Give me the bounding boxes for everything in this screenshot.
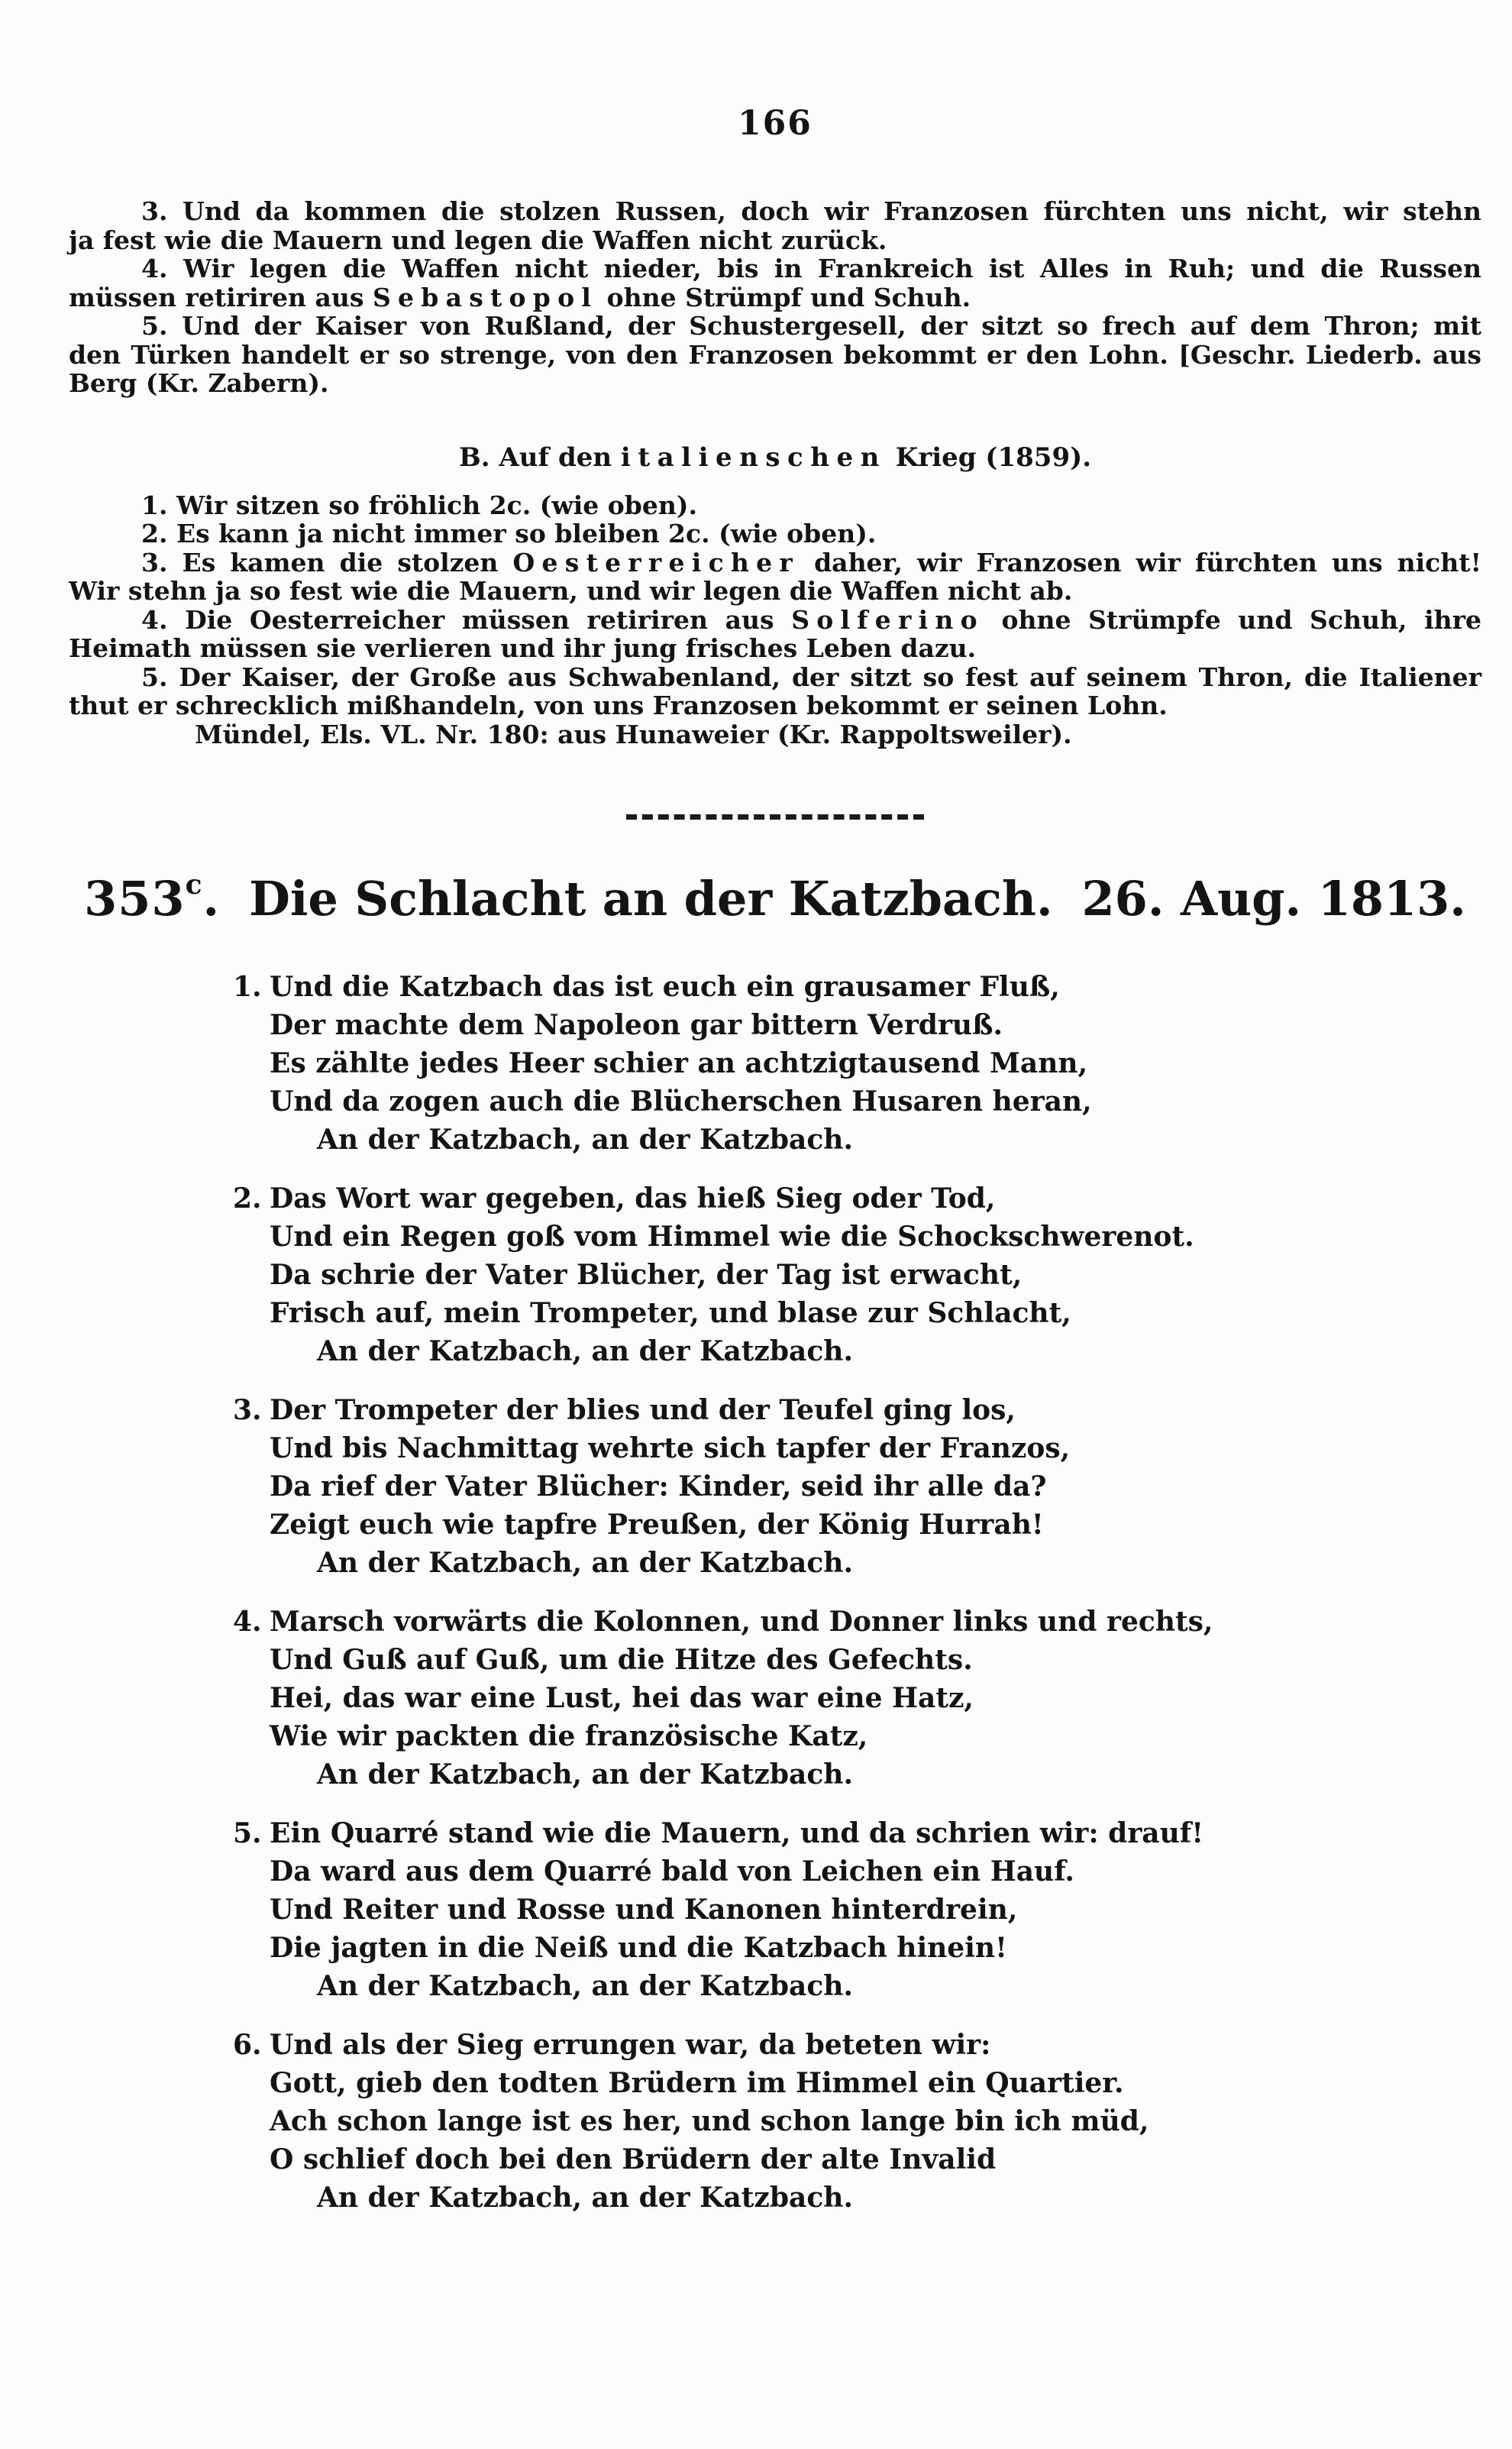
section-b-list bbox=[69, 491, 1481, 749]
verse-line: Und Reiter und Rosse und Kanonen hinterdrein, bbox=[270, 1894, 1018, 1927]
song-title: Die Schlacht an der Katzbach. bbox=[249, 871, 1053, 927]
list-item: 5. Der Kaiser, der Große aus Schwabenland, der sitzt so fest auf seinem Thron, die Italiener bbox=[141, 662, 1481, 692]
verse-refrain: An der Katzbach, an der Katzbach. bbox=[317, 2182, 853, 2214]
verse-number: 4. bbox=[233, 1606, 262, 1639]
verse-line-text: Und die Katzbach das ist euch ein grausamer Fluß, bbox=[270, 971, 1060, 1004]
song-number-dot: . bbox=[202, 871, 221, 927]
verse-refrain: An der Katzbach, an der Katzbach. bbox=[317, 1970, 853, 2003]
verse-line bbox=[233, 1814, 1481, 1852]
verse-number: 2. bbox=[233, 1182, 262, 1215]
verse-line: Ach schon lange ist es her, und schon lange bin ich müd, bbox=[270, 2105, 1149, 2138]
verse-line bbox=[233, 1391, 1481, 1429]
intro-line: 4. Wir legen die Waffen nicht nieder, bis in Frankreich ist Alles in Ruh; und die Russen bbox=[141, 254, 1481, 283]
verse-line: Der machte dem Napoleon gar bittern Verdruß. bbox=[270, 1009, 1003, 1042]
place-name-spaced: Sebastopol bbox=[372, 282, 599, 312]
place-name-spaced: Solferino bbox=[791, 604, 984, 635]
intro-line bbox=[69, 283, 1481, 312]
list-item: Wir stehn ja so fest wie die Mauern, und wir legen die Waffen nicht ab. bbox=[69, 576, 1073, 606]
song-number bbox=[84, 871, 220, 927]
verse-line bbox=[233, 2026, 1481, 2064]
source-citation: Mündel, Els. VL. Nr. 180: aus Hunaweier (Kr. Rappoltsweiler). bbox=[195, 719, 1072, 749]
verse-2 bbox=[233, 1179, 1481, 1370]
heading-spaced-word: italienschen bbox=[620, 442, 887, 473]
verse-line bbox=[233, 1603, 1481, 1641]
song-verses bbox=[233, 968, 1481, 2217]
song-heading bbox=[69, 870, 1481, 925]
verse-number: 1. bbox=[233, 971, 262, 1004]
verse-line-text: Ein Quarré stand wie die Mauern, und da schrien wir: drauf! bbox=[270, 1817, 1204, 1850]
verse-line: Es zählte jedes Heer schier an achtzigtausend Mann, bbox=[270, 1047, 1088, 1080]
verse-line: Da ward aus dem Quarré bald von Leichen ein Hauf. bbox=[270, 1855, 1074, 1888]
verse-line: Und Guß auf Guß, um die Hitze des Gefechts. bbox=[270, 1644, 973, 1677]
list-item-text: daher, wir Franzosen wir fürchten uns nicht! bbox=[814, 547, 1481, 577]
verse-line bbox=[233, 1179, 1481, 1218]
song-date: 26. Aug. 1813. bbox=[1081, 871, 1466, 927]
verse-number: 3. bbox=[233, 1394, 262, 1427]
list-item: 2. Es kann ja nicht immer so bleiben 2c. (wie oben). bbox=[141, 519, 877, 548]
list-item bbox=[69, 606, 1481, 635]
verse-line: Gott, gieb den todten Brüdern im Himmel ein Quartier. bbox=[270, 2067, 1124, 2100]
verse-line: Die jagten in die Neiß und die Katzbach hinein! bbox=[270, 1932, 1007, 1965]
verse-refrain: An der Katzbach, an der Katzbach. bbox=[317, 1758, 853, 1791]
intro-line: 3. Und da kommen die stolzen Russen, doch wir Franzosen fürchten uns nicht, wir stehn bbox=[141, 196, 1481, 226]
section-b-heading bbox=[69, 442, 1481, 473]
verse-refrain: An der Katzbach, an der Katzbach. bbox=[317, 1335, 853, 1368]
verse-4 bbox=[233, 1603, 1481, 1794]
list-item-text: 4. Die Oesterreicher müssen retiriren aus bbox=[141, 604, 774, 635]
list-item bbox=[69, 548, 1481, 577]
heading-text: Krieg (1859). bbox=[895, 442, 1092, 473]
page-number: 166 bbox=[738, 104, 813, 143]
list-item: Heimath müssen sie verlieren und ihr jung frisches Leben dazu. bbox=[69, 633, 977, 663]
verse-line-text: Und als der Sieg errungen war, da beteten wir: bbox=[270, 2029, 991, 2062]
verse-1 bbox=[233, 968, 1481, 1159]
verse-line: Und bis Nachmittag wehrte sich tapfer der Franzos, bbox=[270, 1432, 1071, 1465]
verse-line: Und ein Regen goß vom Himmel wie die Schockschwerenot. bbox=[270, 1221, 1194, 1254]
song-number-superscript: c bbox=[185, 869, 203, 901]
list-item: thut er schrecklich mißhandeln, von uns Franzosen bekommt er seinen Lohn. bbox=[69, 691, 1168, 720]
intro-section bbox=[69, 197, 1481, 398]
list-item-spaced-word: Oesterreicher bbox=[512, 547, 800, 577]
list-item-text: ohne Strümpfe und Schuh, ihre bbox=[1001, 604, 1481, 635]
verse-refrain: An der Katzbach, an der Katzbach. bbox=[317, 1547, 853, 1580]
intro-line-text: ohne Strümpf und Schuh. bbox=[606, 282, 971, 312]
verse-line bbox=[233, 968, 1481, 1006]
verse-line: Zeigt euch wie tapfre Preußen, der König Hurrah! bbox=[270, 1509, 1044, 1542]
heading-text: B. Auf den bbox=[458, 442, 612, 473]
intro-line: 5. Und der Kaiser von Rußland, der Schustergesell, der sitzt so frech auf dem Thron; mit bbox=[141, 311, 1481, 341]
verse-line: O schlief doch bei den Brüdern der alte Invalid bbox=[270, 2143, 997, 2176]
list-item: 1. Wir sitzen so fröhlich 2c. (wie oben). bbox=[141, 490, 697, 520]
verse-line-text: Der Trompeter der blies und der Teufel ging los, bbox=[270, 1394, 1016, 1427]
verse-line-text: Marsch vorwärts die Kolonnen, und Donner links und rechts, bbox=[270, 1606, 1213, 1639]
intro-line-text: müssen retiriren aus bbox=[69, 282, 364, 312]
verse-refrain: An der Katzbach, an der Katzbach. bbox=[317, 1124, 853, 1157]
verse-line: Und da zogen auch die Blücherschen Husaren heran, bbox=[270, 1085, 1092, 1118]
intro-line: ja fest wie die Mauern und legen die Waffen nicht zurück. bbox=[69, 225, 887, 255]
verse-6 bbox=[233, 2026, 1481, 2217]
verse-line: Da rief der Vater Blücher: Kinder, seid ihr alle da? bbox=[270, 1470, 1047, 1503]
intro-line: den Türken handelt er so strenge, von den Franzosen bekommt er den Lohn. [Geschr. Liederb. aus bbox=[69, 339, 1481, 370]
verse-line-text: Das Wort war gegeben, das hieß Sieg oder Tod, bbox=[270, 1182, 996, 1215]
verse-line: Da schrie der Vater Blücher, der Tag ist erwacht, bbox=[270, 1259, 1023, 1292]
intro-line: Berg (Kr. Zabern). bbox=[69, 368, 329, 398]
verse-line: Hei, das war eine Lust, hei das war eine Hatz, bbox=[270, 1682, 974, 1715]
song-number-digits: 353 bbox=[84, 871, 186, 927]
verse-line: Frisch auf, mein Trompeter, und blase zur Schlacht, bbox=[270, 1297, 1071, 1330]
verse-3 bbox=[233, 1391, 1481, 1582]
list-item-text: 3. Es kamen die stolzen bbox=[141, 547, 499, 577]
verse-number: 6. bbox=[233, 2029, 262, 2062]
dashed-divider bbox=[626, 814, 924, 820]
verse-5 bbox=[233, 1814, 1481, 2005]
verse-number: 5. bbox=[233, 1817, 262, 1850]
verse-line: Wie wir packten die französische Katz, bbox=[270, 1720, 868, 1753]
